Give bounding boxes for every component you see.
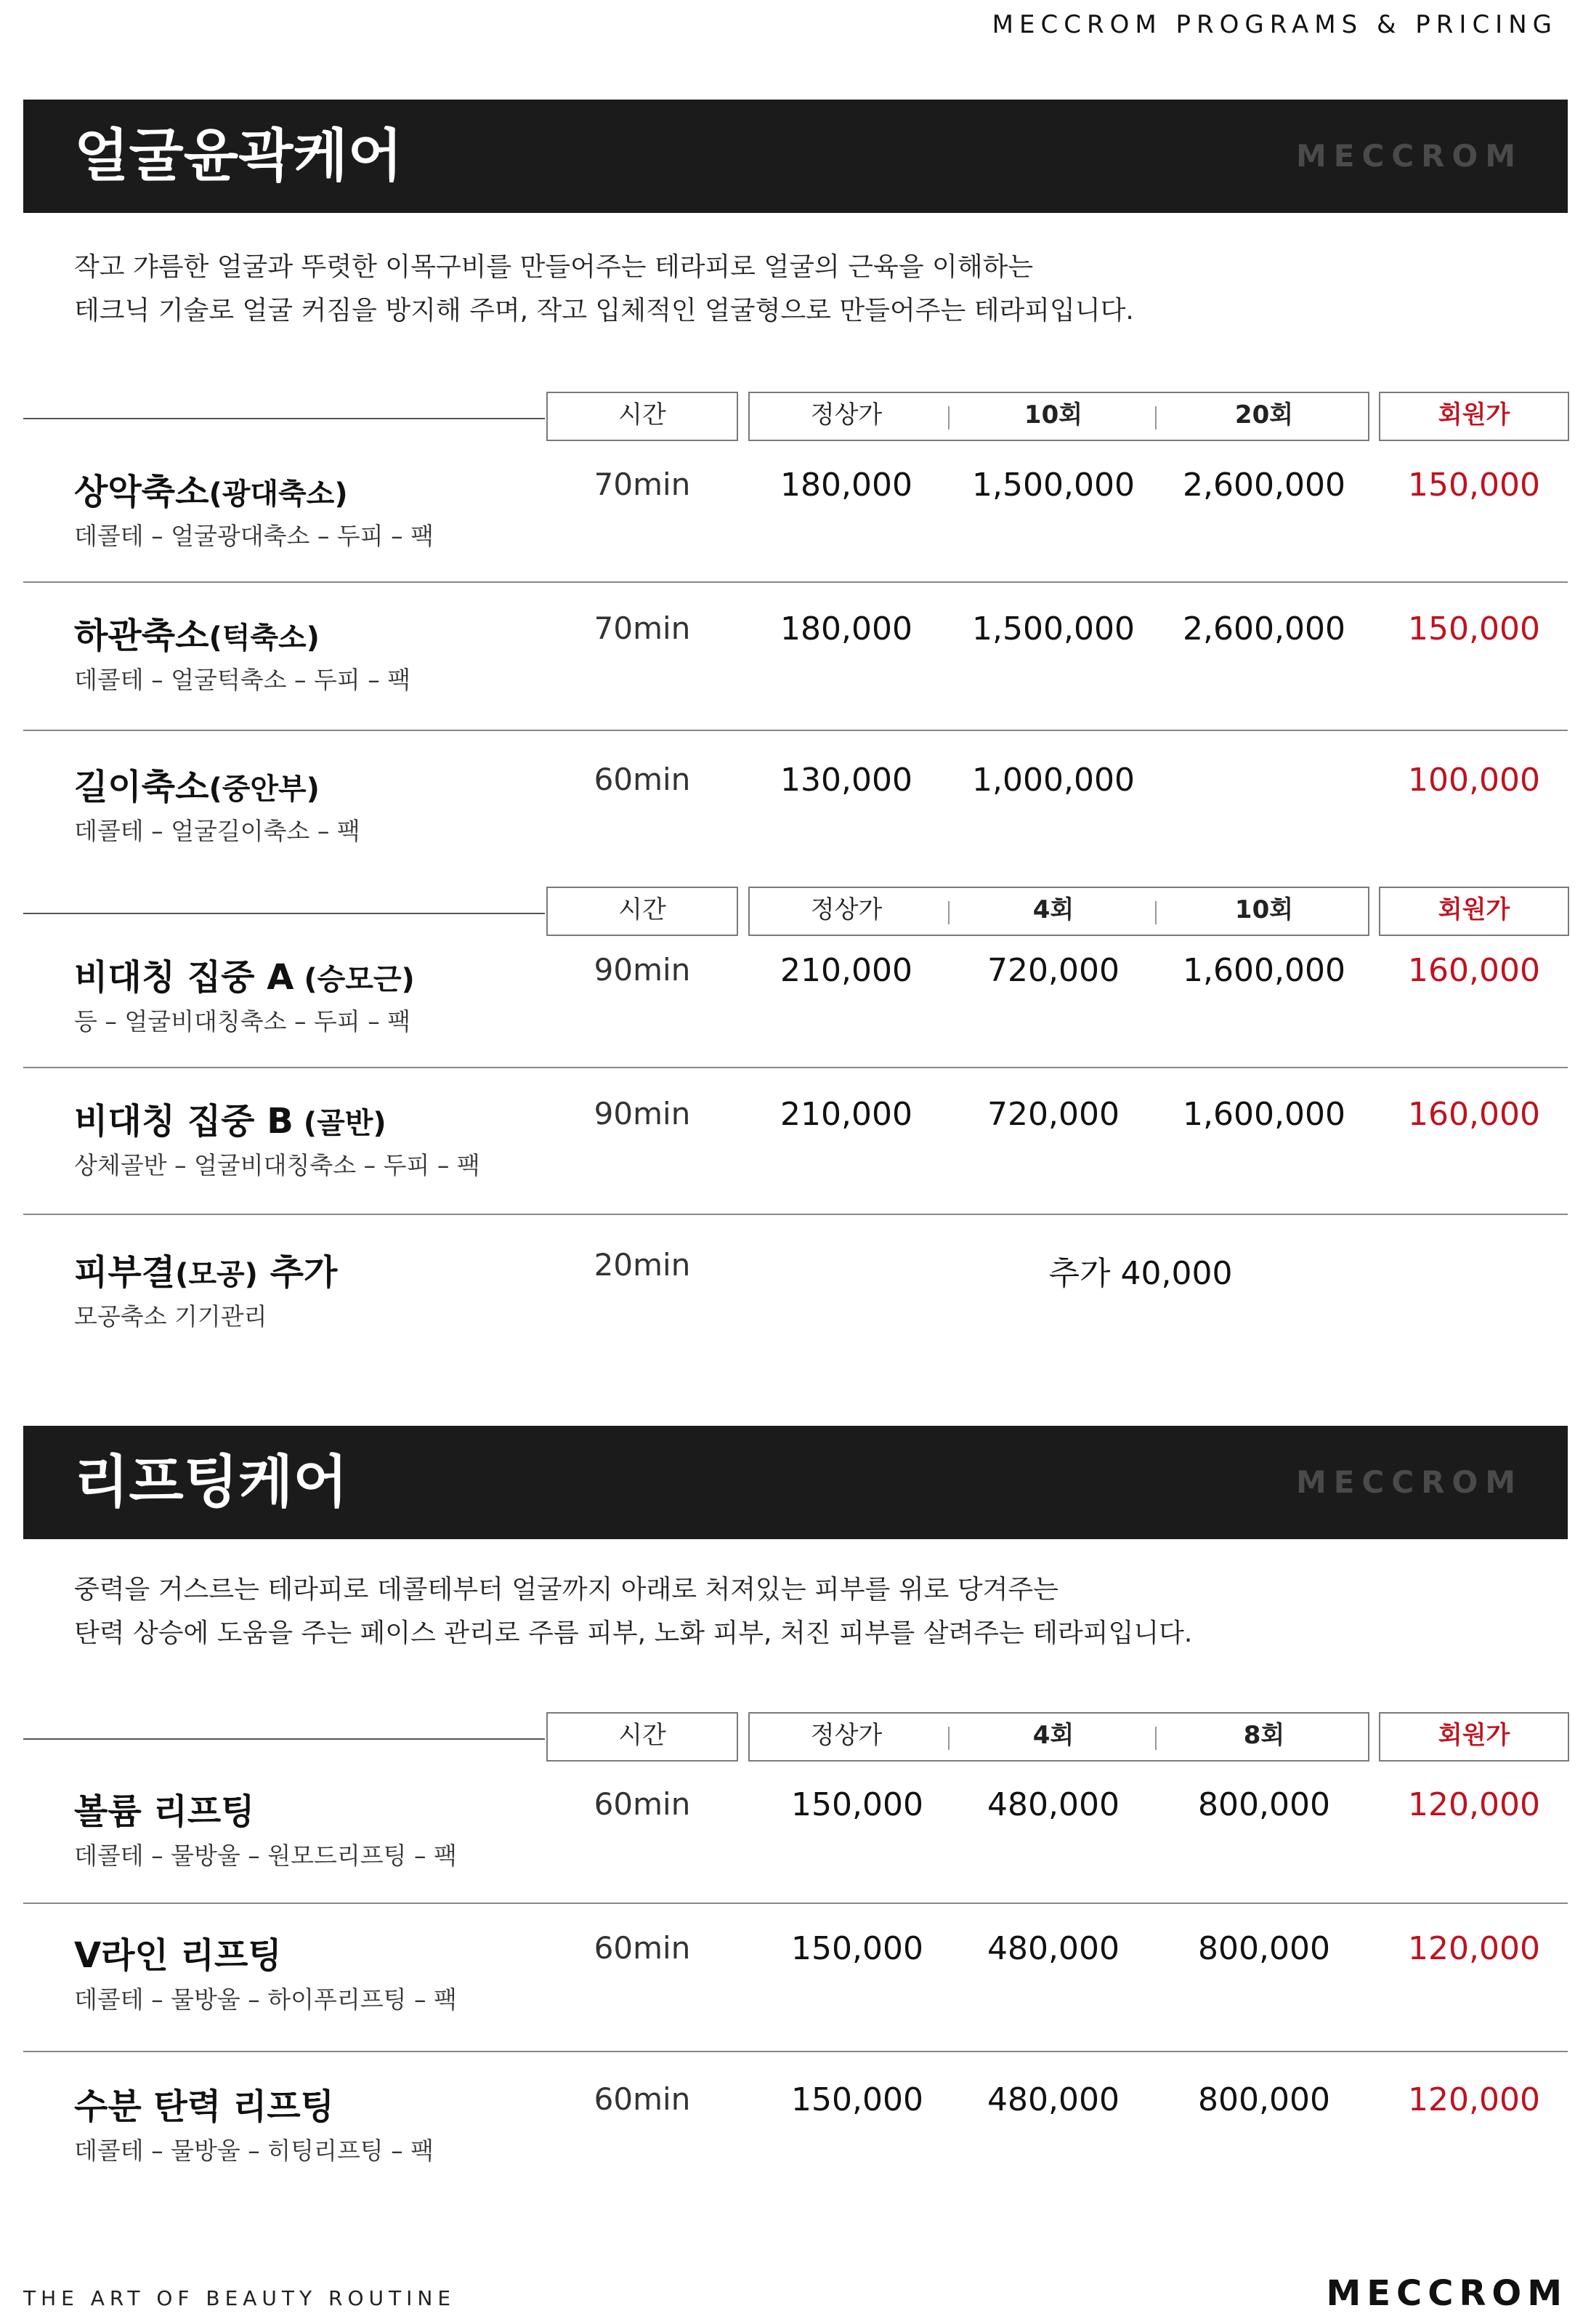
service-name-main: V라인 리프팅: [74, 1935, 282, 1976]
section-title: 얼굴윤곽케어: [74, 124, 403, 189]
regular-price: 210,000: [780, 1096, 912, 1133]
service-desc: 데콜테 – 얼굴광대축소 – 두피 – 팩: [74, 522, 434, 550]
package-price-1: 720,000: [987, 952, 1120, 989]
section-intro: [74, 1568, 1382, 1655]
table-header: [0, 1712, 1591, 1764]
regular-price: 130,000: [780, 762, 912, 799]
row-divider: [23, 730, 1568, 731]
service-name-paren: (턱축소): [209, 621, 320, 655]
regular-price: 150,000: [791, 2081, 923, 2118]
header-regular: 정상가: [810, 895, 883, 924]
intro-line: 테크닉 기술로 얼굴 커짐을 방지해 주며, 작고 입체적인 얼굴형으로 만들어주는 테라피입니다.: [74, 296, 1134, 326]
service-name: [74, 1244, 337, 1294]
section-intro: [74, 246, 1382, 333]
header-package-2: 8회: [1243, 1721, 1285, 1750]
package-price-1: 480,000: [987, 1930, 1120, 1967]
service-name-paren: (골반): [293, 1107, 386, 1140]
service-name: [74, 2078, 334, 2129]
page-title: MECCROM PROGRAMS & PRICING: [992, 10, 1558, 39]
header-member: 회원가: [1438, 895, 1510, 924]
package-price-2: 2,600,000: [1183, 610, 1345, 647]
row-divider: [23, 2051, 1568, 2052]
header-regular: 정상가: [810, 1721, 883, 1750]
header-package-2: 10회: [1234, 895, 1294, 924]
package-price-1: 1,500,000: [972, 467, 1135, 504]
service-desc: 데콜테 – 얼굴턱축소 – 두피 – 팩: [74, 666, 411, 694]
header-rule: [23, 418, 545, 419]
service-name-main: 피부결: [74, 1252, 176, 1293]
service-time: 70min: [594, 610, 691, 646]
regular-price: 210,000: [780, 952, 912, 989]
header-separator: [948, 406, 950, 429]
regular-price: 180,000: [780, 467, 912, 504]
banner-brand-logo: MECCROM: [1296, 138, 1523, 174]
service-desc: 데콜테 – 얼굴길이축소 – 팩: [74, 817, 360, 845]
footer-tagline: THE ART OF BEAUTY ROUTINE: [23, 2286, 456, 2310]
service-name-suffix: 추가: [257, 1252, 338, 1293]
header-separator: [1155, 406, 1157, 429]
service-name-main: 수분 탄력 리프팅: [74, 2086, 334, 2127]
service-desc: 등 – 얼굴비대칭축소 – 두피 – 팩: [74, 1007, 411, 1036]
header-regular: 정상가: [810, 400, 883, 429]
header-time: 시간: [618, 400, 666, 429]
service-name-paren: (광대축소): [209, 477, 348, 511]
row-divider: [23, 581, 1568, 583]
service-name-main: 비대칭 집중 A: [74, 957, 294, 998]
package-price-2: 2,600,000: [1183, 467, 1345, 504]
package-price-2: 800,000: [1198, 1786, 1330, 1823]
service-name-main: 상악축소: [74, 472, 209, 512]
member-price: 150,000: [1408, 610, 1540, 647]
regular-price: 180,000: [780, 610, 912, 647]
service-time: 60min: [594, 2081, 691, 2117]
service-name: [74, 949, 415, 999]
table-header: [0, 887, 1591, 939]
package-price-2: 800,000: [1198, 2081, 1330, 2118]
table-header: [0, 392, 1591, 444]
footer-logo: MECCROM: [1326, 2273, 1568, 2314]
service-desc: 데콜테 – 물방울 – 하이푸리프팅 – 팩: [74, 1985, 457, 2014]
service-name-main: 볼륨 리프팅: [74, 1791, 255, 1832]
member-price: 150,000: [1408, 467, 1540, 504]
header-separator: [1155, 901, 1157, 924]
header-time: 시간: [618, 895, 666, 924]
section-title: 리프팅케어: [74, 1450, 348, 1515]
header-rule: [23, 913, 545, 914]
package-price-2: 800,000: [1198, 1930, 1330, 1967]
service-name-main: 비대칭 집중 B: [74, 1101, 293, 1142]
intro-line: 중력을 거스르는 테라피로 데콜테부터 얼굴까지 아래로 처져있는 피부를 위로 당겨주는: [74, 1575, 1058, 1605]
member-price: 120,000: [1408, 1786, 1540, 1823]
package-price-1: 480,000: [987, 2081, 1120, 2118]
member-price: 160,000: [1408, 952, 1540, 989]
service-time: 20min: [594, 1247, 691, 1283]
member-price: 160,000: [1408, 1096, 1540, 1133]
intro-line: 작고 갸름한 얼굴과 뚜렷한 이목구비를 만들어주는 테라피로 얼굴의 근육을 이해하는: [74, 252, 1034, 282]
service-desc: 데콜테 – 물방울 – 원모드리프팅 – 팩: [74, 1841, 457, 1870]
section-banner-lifting: [23, 1426, 1568, 1539]
row-divider: [23, 1214, 1568, 1215]
header-member: 회원가: [1438, 400, 1510, 429]
header-package-2: 20회: [1234, 400, 1294, 429]
member-price: 120,000: [1408, 2081, 1540, 2118]
service-desc: 데콜테 – 물방울 – 히팅리프팅 – 팩: [74, 2137, 434, 2165]
member-price: 120,000: [1408, 1930, 1540, 1967]
package-price-2: 1,600,000: [1183, 1096, 1345, 1133]
service-name: [74, 1783, 255, 1833]
header-package-1: 4회: [1032, 1721, 1074, 1750]
service-time: 90min: [594, 952, 691, 988]
header-package-1: 10회: [1024, 400, 1083, 429]
service-desc: 모공축소 기기관리: [74, 1302, 267, 1331]
header-separator: [948, 901, 950, 924]
header-separator: [1155, 1727, 1157, 1750]
header-member: 회원가: [1438, 1721, 1510, 1750]
regular-price: 150,000: [791, 1930, 923, 1967]
intro-line: 탄력 상승에 도움을 주는 페이스 관리로 주름 피부, 노화 피부, 처진 피부를 살려주는 테라피입니다.: [74, 1618, 1193, 1648]
package-price-1: 1,000,000: [972, 762, 1135, 799]
service-time: 60min: [594, 1930, 691, 1966]
package-price-1: 480,000: [987, 1786, 1120, 1823]
service-name: [74, 759, 320, 809]
service-name-paren: (중안부): [209, 772, 320, 806]
addon-price: 추가 40,000: [1048, 1255, 1233, 1292]
package-price-2: 1,600,000: [1183, 952, 1345, 989]
service-desc: 상체골반 – 얼굴비대칭축소 – 두피 – 팩: [74, 1151, 480, 1179]
header-package-1: 4회: [1032, 895, 1074, 924]
section-banner-contour: [23, 100, 1568, 213]
header-separator: [948, 1727, 950, 1750]
service-name: [74, 608, 320, 658]
header-rule: [23, 1738, 545, 1740]
service-time: 90min: [594, 1096, 691, 1131]
service-name: [74, 1927, 282, 1977]
service-name: [74, 1093, 386, 1143]
service-name-paren: (모공): [175, 1258, 258, 1291]
service-name: [74, 464, 348, 514]
service-time: 60min: [594, 1786, 691, 1822]
service-time: 70min: [594, 467, 691, 502]
row-divider: [23, 1903, 1568, 1904]
service-time: 60min: [594, 762, 691, 797]
package-price-1: 720,000: [987, 1096, 1120, 1133]
member-price: 100,000: [1408, 762, 1540, 799]
package-price-1: 1,500,000: [972, 610, 1135, 647]
header-time: 시간: [618, 1721, 666, 1750]
service-name-main: 하관축소: [74, 616, 209, 656]
banner-brand-logo: MECCROM: [1296, 1464, 1523, 1500]
regular-price: 150,000: [791, 1786, 923, 1823]
service-name-paren: (승모근): [293, 963, 415, 996]
service-name-main: 길이축소: [74, 767, 209, 807]
row-divider: [23, 1067, 1568, 1068]
